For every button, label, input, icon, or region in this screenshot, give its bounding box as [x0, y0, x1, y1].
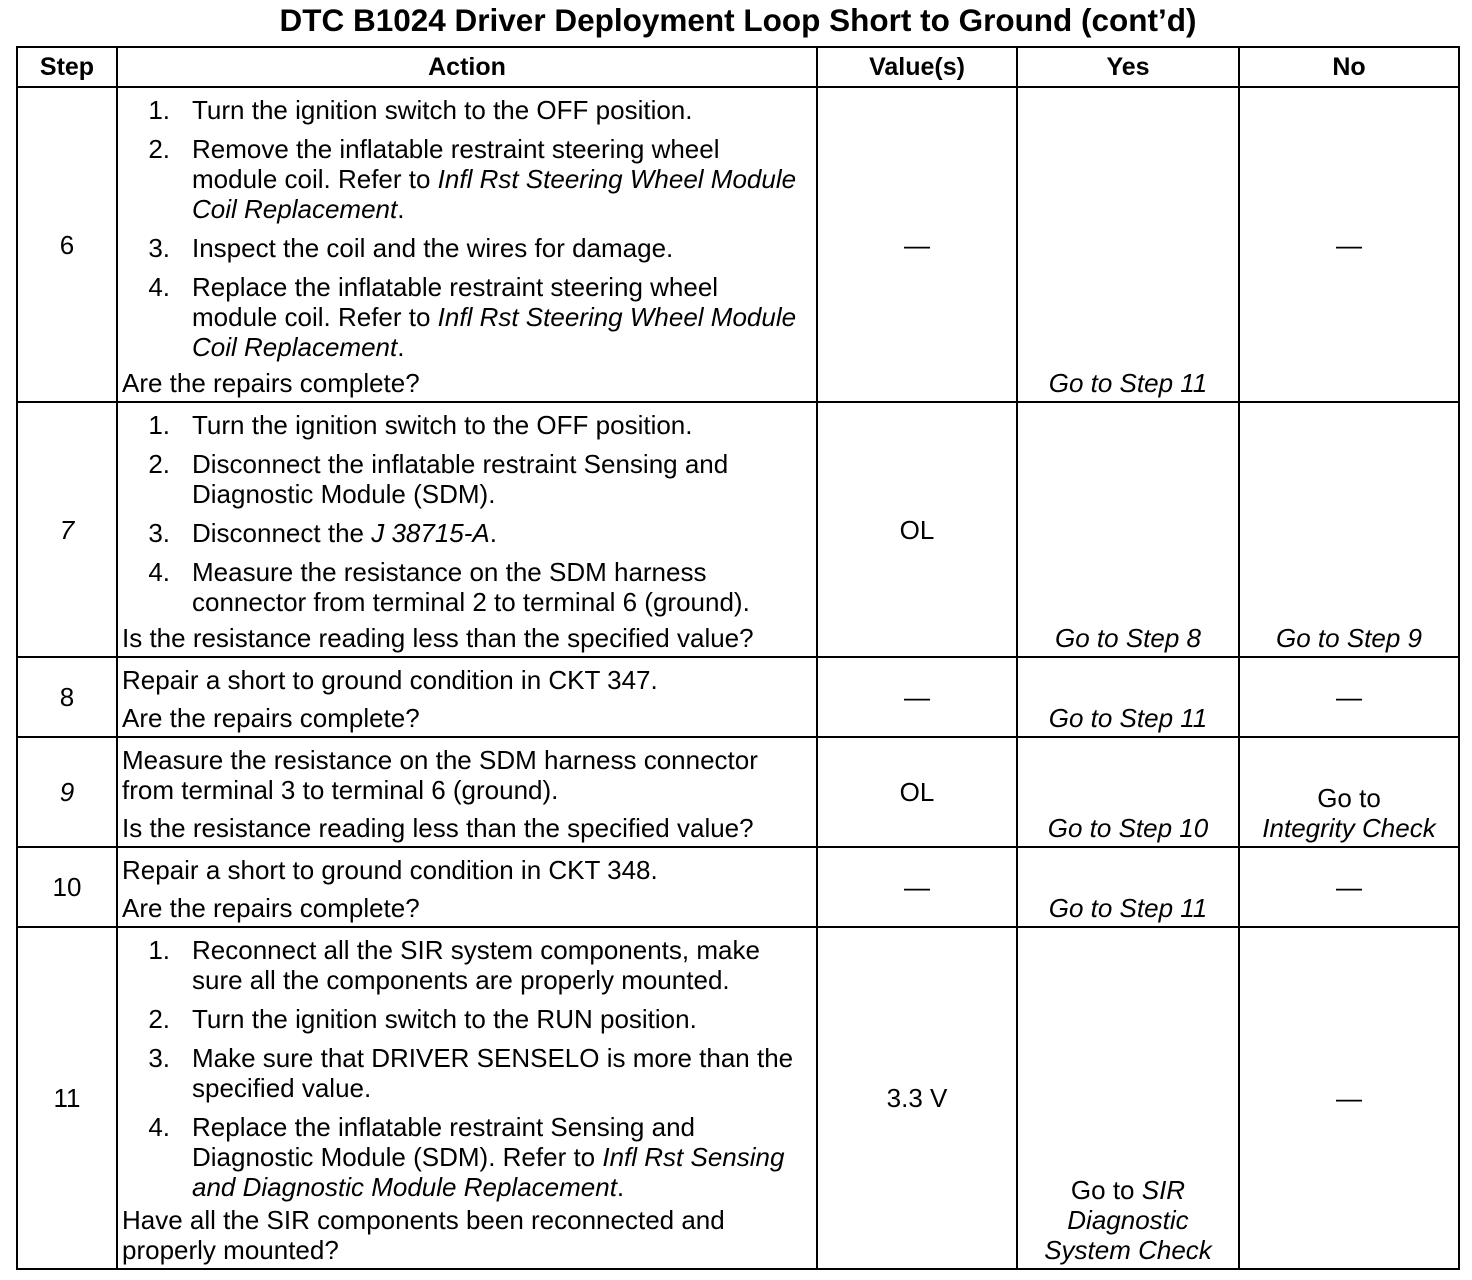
value-cell — [818, 88, 1018, 403]
action-question: Are the repairs complete? — [122, 703, 420, 733]
action-cell — [118, 88, 818, 403]
action-cell — [118, 403, 818, 658]
column-header-step — [18, 48, 118, 88]
action-step-list — [122, 95, 810, 362]
step-number: 11 — [53, 1083, 81, 1113]
action-question: Are the repairs complete? — [122, 893, 420, 923]
no-dash: — — [1336, 682, 1362, 712]
action-text: Measure the resistance on the SDM harness connector from terminal 3 to terminal 6 (ground). — [122, 745, 758, 805]
value-cell — [818, 658, 1018, 738]
column-header-yes-label: Yes — [1106, 53, 1150, 81]
no-cell — [1240, 88, 1460, 403]
item-text — [192, 557, 810, 617]
column-header-no — [1240, 48, 1460, 88]
item-reference: Infl Rst Steering Wheel Module Coil Replacement — [192, 164, 797, 224]
yes-cell — [1018, 658, 1240, 738]
item-number: 3. — [148, 233, 170, 263]
item-text-main: Inspect the coil and the wires for damage. — [192, 233, 674, 263]
step-number: 7 — [59, 514, 75, 545]
no-cell — [1240, 848, 1460, 928]
item-number: 2. — [148, 449, 170, 479]
yes-goto-step: Go to Step 10 — [1047, 813, 1209, 843]
yes-goto-label: Go to — [1070, 1175, 1135, 1205]
step-cell — [18, 738, 118, 848]
action-cell — [118, 848, 818, 928]
step-cell — [18, 88, 118, 403]
yes-cell — [1018, 848, 1240, 928]
item-text-main: Turn the ignition switch to the RUN position. — [192, 1004, 697, 1034]
item-text-tail: . — [616, 1172, 625, 1202]
action-question: Is the resistance reading less than the specified value? — [122, 623, 754, 653]
item-number: 3. — [148, 1043, 170, 1073]
action-step-item — [122, 557, 810, 617]
no-goto-label: Go to — [1317, 783, 1381, 813]
item-text — [192, 95, 810, 125]
action-step-item — [122, 935, 810, 995]
column-header-step-label: Step — [39, 53, 95, 81]
item-number: 1. — [148, 95, 170, 125]
action-step-list — [122, 935, 810, 1202]
yes-goto-step: Go to Step 11 — [1048, 893, 1208, 923]
value-cell — [818, 738, 1018, 848]
item-text — [192, 1112, 810, 1202]
item-text-tail: . — [397, 332, 405, 362]
no-cell — [1240, 738, 1460, 848]
item-number: 4. — [148, 272, 170, 302]
action-question: Is the resistance reading less than the specified value? — [122, 813, 754, 843]
action-cell — [118, 738, 818, 848]
value-text: — — [904, 872, 930, 902]
item-text — [192, 410, 810, 440]
value-cell — [818, 928, 1018, 1270]
step-number: 9 — [59, 777, 75, 807]
item-text — [192, 233, 810, 263]
item-number: 3. — [148, 518, 170, 548]
action-step-item — [122, 518, 810, 548]
action-question: Have all the SIR components been reconnected and properly mounted? — [122, 1205, 725, 1265]
no-cell — [1240, 658, 1460, 738]
item-text-main: Make sure that DRIVER SENSELO is more than the specified value. — [192, 1043, 794, 1103]
step-number: 6 — [59, 229, 75, 260]
yes-cell — [1018, 88, 1240, 403]
column-header-yes — [1018, 48, 1240, 88]
no-goto-target: Integrity Check — [1262, 813, 1436, 843]
item-text-main: Turn the ignition switch to the OFF position. — [192, 410, 693, 440]
item-number: 4. — [148, 557, 170, 587]
yes-cell — [1018, 928, 1240, 1270]
item-text — [192, 1043, 810, 1103]
step-cell — [18, 928, 118, 1270]
step-number: 8 — [59, 682, 75, 712]
item-text-main: Disconnect the — [192, 518, 372, 548]
item-text-main: Remove the inflatable restraint steering wheel module coil. Refer to — [192, 134, 720, 194]
item-text — [192, 518, 810, 548]
value-text: OL — [899, 514, 935, 545]
item-reference: Infl Rst Sensing and Diagnostic Module Replacement — [192, 1142, 785, 1202]
action-step-item — [122, 1004, 810, 1034]
value-text: — — [904, 229, 930, 260]
value-text: OL — [899, 777, 935, 807]
item-number: 2. — [148, 134, 170, 164]
item-text-main: Reconnect all the SIR system components, make sure all the components are properly mounted. — [192, 935, 760, 995]
no-goto-step: Go to Step 9 — [1276, 623, 1422, 653]
action-cell — [118, 658, 818, 738]
item-reference: J 38715-A — [371, 518, 490, 548]
no-cell — [1240, 928, 1460, 1270]
step-cell — [18, 403, 118, 658]
item-number: 4. — [148, 1112, 170, 1142]
action-step-item — [122, 1043, 810, 1103]
yes-cell — [1018, 403, 1240, 658]
no-dash: — — [1336, 1083, 1362, 1113]
diagnostic-table — [16, 46, 1460, 1270]
item-text-main: Measure the resistance on the SDM harness connector from terminal 2 to terminal 6 (ground). — [192, 557, 750, 617]
step-cell — [18, 658, 118, 738]
action-step-list — [122, 410, 810, 617]
item-number: 1. — [148, 935, 170, 965]
column-header-values-label: Value(s) — [869, 53, 965, 81]
yes-goto — [1044, 1175, 1212, 1265]
action-step-item — [122, 449, 810, 509]
item-text-main: Replace the inflatable restraint Sensing and Diagnostic Module (SDM). Refer to — [192, 1112, 695, 1172]
value-cell — [818, 403, 1018, 658]
action-question: Are the repairs complete? — [122, 368, 420, 398]
item-text — [192, 272, 810, 362]
action-step-item — [122, 134, 810, 224]
action-step-item — [122, 95, 810, 125]
item-text-main: Disconnect the inflatable restraint Sensing and Diagnostic Module (SDM). — [192, 449, 729, 509]
item-number: 2. — [148, 1004, 170, 1034]
action-cell — [118, 928, 818, 1270]
value-text: — — [904, 682, 930, 712]
column-header-no-label: No — [1332, 53, 1366, 81]
action-text: Repair a short to ground condition in CKT 348. — [122, 855, 658, 885]
page-title: DTC B1024 Driver Deployment Loop Short to Ground (cont’d) — [279, 2, 1197, 38]
yes-goto-step: Go to Step 11 — [1048, 703, 1208, 733]
no-dash: — — [1336, 872, 1362, 902]
yes-goto-target: SIR Diagnostic System Check — [1044, 1175, 1212, 1265]
item-text — [192, 935, 810, 995]
action-step-item — [122, 272, 810, 362]
item-number: 1. — [148, 410, 170, 440]
column-header-action-label: Action — [428, 53, 506, 81]
no-dash: — — [1336, 229, 1362, 260]
item-text — [192, 449, 810, 509]
action-step-item — [122, 410, 810, 440]
action-step-item — [122, 233, 810, 263]
item-text-tail: . — [489, 518, 497, 548]
step-number: 10 — [52, 872, 82, 902]
item-text — [192, 134, 810, 224]
item-text-tail: . — [397, 194, 405, 224]
column-header-action — [118, 48, 818, 88]
value-text: 3.3 V — [886, 1083, 948, 1113]
action-text: Repair a short to ground condition in CKT 347. — [122, 665, 658, 695]
column-header-values — [818, 48, 1018, 88]
yes-cell — [1018, 738, 1240, 848]
item-text — [192, 1004, 810, 1034]
value-cell — [818, 848, 1018, 928]
yes-goto-step: Go to Step 8 — [1055, 623, 1201, 653]
item-reference: Infl Rst Steering Wheel Module Coil Replacement — [192, 302, 797, 362]
no-cell — [1240, 403, 1460, 658]
yes-goto-step: Go to Step 11 — [1048, 368, 1208, 398]
step-cell — [18, 848, 118, 928]
item-text-main: Turn the ignition switch to the OFF position. — [192, 95, 693, 125]
action-step-item — [122, 1112, 810, 1202]
item-text-main: Replace the inflatable restraint steering wheel module coil. Refer to — [192, 272, 719, 332]
